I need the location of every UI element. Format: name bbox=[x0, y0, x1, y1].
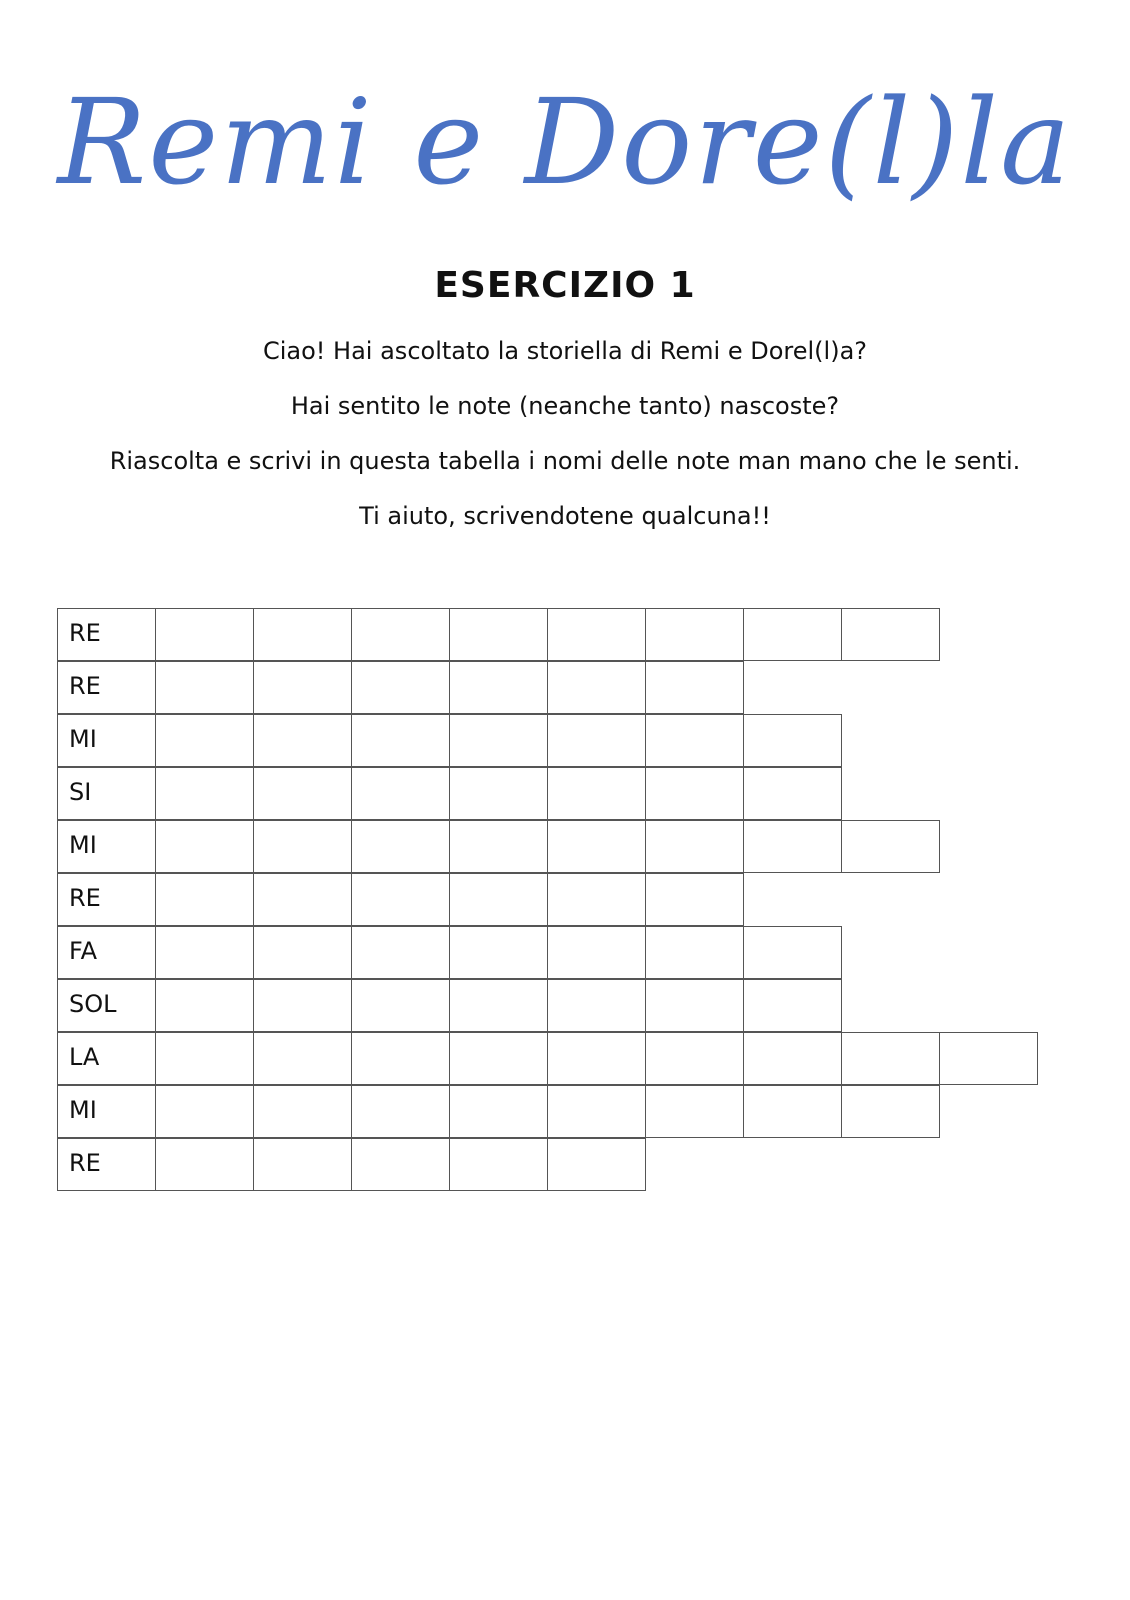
blank-note-cell[interactable] bbox=[253, 767, 352, 820]
blank-note-cell[interactable] bbox=[939, 1032, 1038, 1085]
intro-line: Ti aiuto, scrivendotene qualcuna!! bbox=[359, 502, 771, 530]
blank-note-cell[interactable] bbox=[253, 1138, 352, 1191]
note-label-cell: MI bbox=[57, 714, 156, 767]
note-label-cell: MI bbox=[57, 820, 156, 873]
blank-note-cell[interactable] bbox=[449, 1138, 548, 1191]
blank-note-cell[interactable] bbox=[645, 608, 744, 661]
note-label-cell: LA bbox=[57, 1032, 156, 1085]
blank-note-cell[interactable] bbox=[547, 979, 646, 1032]
blank-note-cell[interactable] bbox=[155, 873, 254, 926]
table-row bbox=[57, 1085, 1037, 1138]
blank-note-cell[interactable] bbox=[155, 979, 254, 1032]
table-row bbox=[57, 767, 1037, 820]
blank-note-cell[interactable] bbox=[155, 1085, 254, 1138]
table-row bbox=[57, 1138, 1037, 1191]
blank-note-cell[interactable] bbox=[155, 1032, 254, 1085]
table-row bbox=[57, 1032, 1037, 1085]
blank-note-cell[interactable] bbox=[645, 820, 744, 873]
blank-note-cell[interactable] bbox=[547, 714, 646, 767]
blank-note-cell[interactable] bbox=[645, 661, 744, 714]
blank-note-cell[interactable] bbox=[645, 1085, 744, 1138]
blank-note-cell[interactable] bbox=[351, 979, 450, 1032]
blank-note-cell[interactable] bbox=[155, 714, 254, 767]
note-label-cell: RE bbox=[57, 661, 156, 714]
blank-note-cell[interactable] bbox=[155, 926, 254, 979]
intro-line: Riascolta e scrivi in questa tabella i nomi delle note man mano che le senti. bbox=[109, 447, 1021, 475]
blank-note-cell[interactable] bbox=[253, 820, 352, 873]
blank-note-cell[interactable] bbox=[645, 1032, 744, 1085]
blank-note-cell[interactable] bbox=[155, 661, 254, 714]
blank-note-cell[interactable] bbox=[743, 1032, 842, 1085]
blank-note-cell[interactable] bbox=[351, 1085, 450, 1138]
blank-note-cell[interactable] bbox=[351, 608, 450, 661]
table-row bbox=[57, 661, 1037, 714]
table-row bbox=[57, 608, 1037, 661]
notes-table bbox=[57, 608, 1037, 1191]
intro-line: Ciao! Hai ascoltato la storiella di Remi e Dorel(l)a? bbox=[262, 337, 868, 365]
blank-note-cell[interactable] bbox=[547, 1032, 646, 1085]
blank-note-cell[interactable] bbox=[743, 767, 842, 820]
note-label-cell: RE bbox=[57, 873, 156, 926]
note-label-cell: MI bbox=[57, 1085, 156, 1138]
blank-note-cell[interactable] bbox=[841, 820, 940, 873]
note-label-cell: FA bbox=[57, 926, 156, 979]
blank-note-cell[interactable] bbox=[351, 661, 450, 714]
blank-note-cell[interactable] bbox=[841, 608, 940, 661]
blank-note-cell[interactable] bbox=[351, 767, 450, 820]
blank-note-cell[interactable] bbox=[449, 873, 548, 926]
blank-note-cell[interactable] bbox=[253, 979, 352, 1032]
note-label-cell: SOL bbox=[57, 979, 156, 1032]
blank-note-cell[interactable] bbox=[155, 820, 254, 873]
table-row bbox=[57, 979, 1037, 1032]
blank-note-cell[interactable] bbox=[449, 1085, 548, 1138]
blank-note-cell[interactable] bbox=[841, 1085, 940, 1138]
blank-note-cell[interactable] bbox=[351, 1138, 450, 1191]
blank-note-cell[interactable] bbox=[547, 820, 646, 873]
note-label-cell: SI bbox=[57, 767, 156, 820]
table-row bbox=[57, 873, 1037, 926]
blank-note-cell[interactable] bbox=[645, 926, 744, 979]
table-row bbox=[57, 926, 1037, 979]
blank-note-cell[interactable] bbox=[645, 714, 744, 767]
blank-note-cell[interactable] bbox=[449, 661, 548, 714]
blank-note-cell[interactable] bbox=[155, 767, 254, 820]
blank-note-cell[interactable] bbox=[253, 1085, 352, 1138]
blank-note-cell[interactable] bbox=[253, 714, 352, 767]
blank-note-cell[interactable] bbox=[155, 608, 254, 661]
blank-note-cell[interactable] bbox=[449, 926, 548, 979]
blank-note-cell[interactable] bbox=[547, 873, 646, 926]
blank-note-cell[interactable] bbox=[645, 767, 744, 820]
blank-note-cell[interactable] bbox=[841, 1032, 940, 1085]
page-title: Remi e Dore(l)la bbox=[57, 73, 1073, 211]
blank-note-cell[interactable] bbox=[449, 1032, 548, 1085]
blank-note-cell[interactable] bbox=[449, 820, 548, 873]
exercise-heading: ESERCIZIO 1 bbox=[434, 265, 696, 306]
blank-note-cell[interactable] bbox=[253, 1032, 352, 1085]
blank-note-cell[interactable] bbox=[547, 1085, 646, 1138]
blank-note-cell[interactable] bbox=[547, 926, 646, 979]
blank-note-cell[interactable] bbox=[449, 608, 548, 661]
table-row bbox=[57, 820, 1037, 873]
note-label-cell: RE bbox=[57, 608, 156, 661]
blank-note-cell[interactable] bbox=[547, 1138, 646, 1191]
blank-note-cell[interactable] bbox=[449, 979, 548, 1032]
intro-line: Hai sentito le note (neanche tanto) nascoste? bbox=[290, 392, 840, 420]
blank-note-cell[interactable] bbox=[253, 608, 352, 661]
blank-note-cell[interactable] bbox=[351, 873, 450, 926]
blank-note-cell[interactable] bbox=[743, 820, 842, 873]
blank-note-cell[interactable] bbox=[645, 873, 744, 926]
table-row bbox=[57, 714, 1037, 767]
blank-note-cell[interactable] bbox=[351, 926, 450, 979]
blank-note-cell[interactable] bbox=[449, 714, 548, 767]
blank-note-cell[interactable] bbox=[155, 1138, 254, 1191]
blank-note-cell[interactable] bbox=[547, 767, 646, 820]
blank-note-cell[interactable] bbox=[743, 714, 842, 767]
blank-note-cell[interactable] bbox=[253, 926, 352, 979]
blank-note-cell[interactable] bbox=[645, 979, 744, 1032]
blank-note-cell[interactable] bbox=[743, 1085, 842, 1138]
blank-note-cell[interactable] bbox=[351, 714, 450, 767]
note-label-cell: RE bbox=[57, 1138, 156, 1191]
blank-note-cell[interactable] bbox=[351, 820, 450, 873]
blank-note-cell[interactable] bbox=[743, 608, 842, 661]
blank-note-cell[interactable] bbox=[743, 926, 842, 979]
blank-note-cell[interactable] bbox=[253, 873, 352, 926]
blank-note-cell[interactable] bbox=[351, 1032, 450, 1085]
blank-note-cell[interactable] bbox=[449, 767, 548, 820]
blank-note-cell[interactable] bbox=[547, 661, 646, 714]
blank-note-cell[interactable] bbox=[743, 979, 842, 1032]
blank-note-cell[interactable] bbox=[253, 661, 352, 714]
blank-note-cell[interactable] bbox=[547, 608, 646, 661]
